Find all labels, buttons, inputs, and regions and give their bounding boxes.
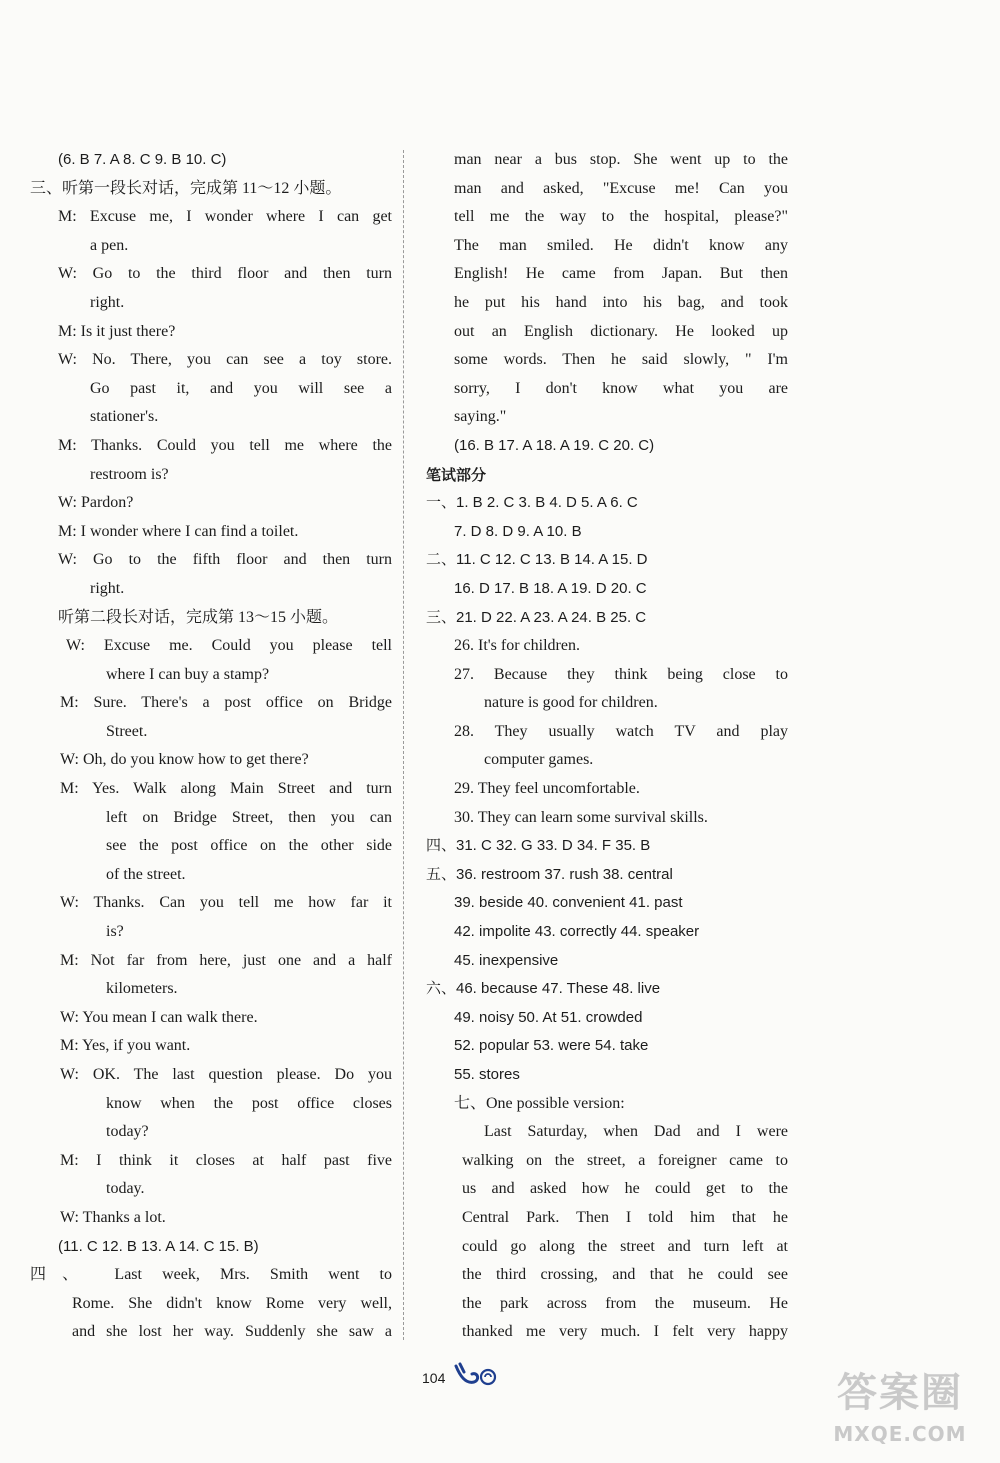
right-column-line: man near a bus stop. She went up to the bbox=[454, 151, 788, 168]
left-column-line: Go past it, and you will see a bbox=[90, 379, 392, 397]
right-column-line: some words. Then he said slowly, " I'm bbox=[454, 351, 788, 369]
right-column-line: 42. impolite 43. correctly 44. speaker bbox=[454, 923, 700, 941]
left-column-line: restroom is? bbox=[90, 465, 169, 483]
left-column-line: today. bbox=[106, 1180, 145, 1198]
left-column-line: a pen. bbox=[90, 236, 129, 254]
left-column-line: 四、 Last week, Mrs. Smith went to bbox=[30, 1266, 392, 1284]
right-column-line: 笔试部分 bbox=[426, 465, 487, 484]
right-column-line: 六、46. because 47. These 48. live bbox=[426, 980, 661, 998]
left-column-line: 三、听第一段长对话，完成第 11～12 小题。 bbox=[30, 179, 342, 197]
left-column-line: W: No. There, you can see a toy store. bbox=[58, 351, 392, 369]
left-column-line: W: Oh, do you know how to get there? bbox=[60, 751, 309, 769]
right-column-line: 三、21. D 22. A 23. A 24. B 25. C bbox=[426, 608, 647, 626]
right-column-line: man and asked, "Excuse me! Can you bbox=[454, 179, 788, 197]
right-column-line: thanked me very much. I felt very happy bbox=[462, 1323, 788, 1341]
right-column bbox=[426, 146, 788, 1347]
right-column-line: us and asked how he could get to the bbox=[462, 1180, 788, 1198]
left-column-line: left on Bridge Street, then you can bbox=[106, 808, 392, 826]
left-column-line: Rome. She didn't know Rome very well, bbox=[72, 1294, 392, 1312]
swirl-ornament-icon bbox=[452, 1362, 500, 1393]
left-column-line: (6. B 7. A 8. C 9. B 10. C) bbox=[58, 151, 227, 168]
right-column-line: 二、11. C 12. C 13. B 14. A 15. D bbox=[426, 551, 648, 569]
right-column-line: 四、31. C 32. G 33. D 34. F 35. B bbox=[426, 837, 651, 855]
right-column-line: 39. beside 40. convenient 41. past bbox=[454, 894, 683, 912]
right-column-line: the park across from the museum. He bbox=[462, 1294, 788, 1312]
left-column-line: W: Go to the fifth floor and then turn bbox=[58, 551, 392, 569]
left-column-line: know when the post office closes bbox=[106, 1094, 392, 1112]
watermark bbox=[810, 1365, 990, 1460]
left-column-line: kilometers. bbox=[106, 980, 178, 998]
right-column-line: walking on the street, a foreigner came to bbox=[462, 1151, 788, 1169]
left-column-line: 听第二段长对话，完成第 13～15 小题。 bbox=[58, 608, 339, 626]
right-column-line: sorry, I don't know what you are bbox=[454, 379, 788, 397]
right-column-line: 七、One possible version: bbox=[454, 1094, 625, 1112]
left-column-line: W: Pardon? bbox=[58, 494, 134, 512]
left-column-line: stationer's. bbox=[90, 408, 159, 426]
right-column-line: saying." bbox=[454, 408, 507, 426]
right-column-line: 30. They can learn some survival skills. bbox=[454, 808, 708, 826]
right-column-line: 52. popular 53. were 54. take bbox=[454, 1037, 649, 1055]
right-column-line: Central Park. Then I told him that he bbox=[462, 1208, 788, 1226]
right-column-line: 29. They feel uncomfortable. bbox=[454, 780, 640, 798]
right-column-line: Last Saturday, when Dad and I were bbox=[484, 1123, 788, 1141]
right-column-line: out an English dictionary. He looked up bbox=[454, 322, 788, 340]
watermark-cn: 答案圈 bbox=[837, 1370, 963, 1416]
right-column-line: 45. inexpensive bbox=[454, 951, 559, 969]
right-column-line: 27. Because they think being close to bbox=[454, 665, 788, 683]
right-column-line: could go along the street and turn left at bbox=[462, 1237, 788, 1255]
left-column-line: where I can buy a stamp? bbox=[106, 665, 270, 683]
left-column-line: M: Yes, if you want. bbox=[60, 1037, 191, 1055]
right-column-line: tell me the way to the hospital, please?" bbox=[454, 208, 788, 226]
left-column-line: W: Go to the third floor and then turn bbox=[58, 265, 392, 283]
left-column-line: is? bbox=[106, 923, 124, 941]
left-column-line: (11. C 12. B 13. A 14. C 15. B) bbox=[58, 1237, 259, 1255]
left-column-line: M: Thanks. Could you tell me where the bbox=[58, 436, 392, 454]
watermark-en: MXQE.COM bbox=[833, 1422, 967, 1446]
left-column-line: W: You mean I can walk there. bbox=[60, 1008, 258, 1026]
right-column-line: 26. It's for children. bbox=[454, 637, 580, 655]
left-column-line: W: OK. The last question please. Do you bbox=[60, 1066, 392, 1083]
right-column-line: 28. They usually watch TV and play bbox=[454, 722, 788, 740]
page-number: 104 bbox=[422, 1370, 446, 1386]
right-column-line: (16. B 17. A 18. A 19. C 20. C) bbox=[454, 436, 655, 454]
left-column-line: of the street. bbox=[106, 865, 186, 883]
left-column-line: see the post office on the other side bbox=[106, 837, 392, 855]
left-column-line: today? bbox=[106, 1123, 149, 1141]
right-column-line: 49. noisy 50. At 51. crowded bbox=[454, 1008, 643, 1026]
right-column-line: the third crossing, and that he could see bbox=[462, 1266, 788, 1284]
left-column-line: M: Excuse me, I wonder where I can get bbox=[58, 208, 392, 226]
right-column-line: The man smiled. He didn't know any bbox=[454, 236, 788, 254]
left-column-line: and she lost her way. Suddenly she saw a bbox=[72, 1323, 392, 1341]
left-column-line: M: Is it just there? bbox=[58, 322, 176, 340]
left-column-line: Street. bbox=[106, 722, 148, 740]
left-column-line: M: Sure. There's a post office on Bridge bbox=[60, 694, 392, 712]
column-divider bbox=[403, 150, 404, 1340]
left-column-line: right. bbox=[90, 293, 125, 311]
left-column-line: M: Yes. Walk along Main Street and turn bbox=[60, 780, 392, 798]
left-column-line: M: I think it closes at half past five bbox=[60, 1151, 392, 1169]
left-column-line: W: Thanks a lot. bbox=[60, 1208, 166, 1226]
right-column-line: 55. stores bbox=[454, 1066, 520, 1083]
right-column-line: he put his hand into his bag, and took bbox=[454, 293, 788, 311]
left-column-line: W: Excuse me. Could you please tell bbox=[66, 637, 392, 655]
right-column-line: 7. D 8. D 9. A 10. B bbox=[454, 522, 582, 540]
right-column-line: nature is good for children. bbox=[484, 694, 658, 712]
left-column-line: M: Not far from here, just one and a half bbox=[60, 951, 392, 969]
right-column-line: 16. D 17. B 18. A 19. D 20. C bbox=[454, 579, 647, 597]
left-column-line: M: I wonder where I can find a toilet. bbox=[58, 522, 299, 540]
left-column bbox=[30, 146, 392, 1347]
left-column-line: W: Thanks. Can you tell me how far it bbox=[60, 894, 392, 912]
right-column-line: English! He came from Japan. But then bbox=[454, 265, 788, 283]
left-column-line: right. bbox=[90, 579, 125, 597]
right-column-line: computer games. bbox=[484, 751, 594, 769]
right-column-line: 一、1. B 2. C 3. B 4. D 5. A 6. C bbox=[426, 494, 638, 512]
right-column-line: 五、36. restroom 37. rush 38. central bbox=[426, 865, 673, 883]
